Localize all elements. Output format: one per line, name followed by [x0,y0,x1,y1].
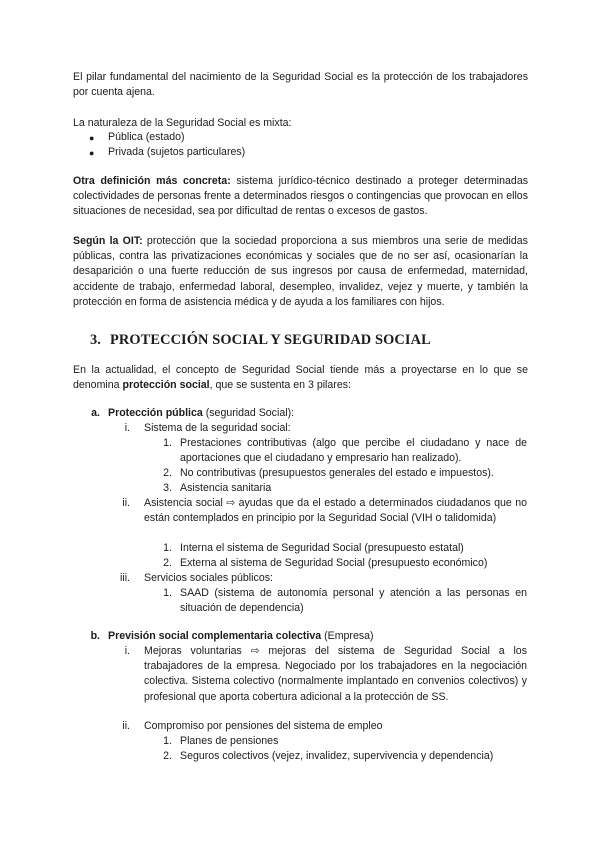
pilar-a-item-3-text: Servicios sociales públicos: [144,572,273,584]
pilar-b-heading [108,629,374,644]
pilar-b-item-2-sub-2-marker: 2. [163,750,172,762]
pilar-a-item-3-marker: iii. [119,572,130,584]
pilar-a-item-1-sub-2-marker: 2. [163,467,172,479]
pilar-b-item-2-sub-1-text: Planes de pensiones [180,735,279,747]
section-intro-after: , que se sustenta en 3 pilares: [209,379,351,392]
section-intro-paragraph [73,363,528,393]
pilar-a-item-1-sub-3-marker: 3. [163,482,172,494]
pilar-a-item-2-text: Asistencia social ⇨ ayudas que da el estado a determinados ciudadanos que no están contemplados en principio por la Seguridad Social (VIH o talidomida) [144,497,527,525]
pilar-b-subtitle: (Empresa) [321,630,374,642]
pilar-a-item-2-sub-2-marker: 2. [163,557,172,569]
section-number: 3. [90,332,101,348]
segun-oit-paragraph [73,234,528,310]
segun-oit-label: Según la OIT: [73,235,143,247]
pilar-b-title: Previsión social complementaria colectiva [108,630,322,642]
pilar-a-item-2-sub-2-text: Externa al sistema de Seguridad Social (presupuesto económico) [180,557,488,569]
pilar-a-title: Protección pública [108,407,203,419]
pilar-b-item-1-marker: i. [124,645,130,657]
pilar-a-item-2-marker: ii. [122,497,130,509]
pilar-a-subtitle: (seguridad Social): [202,407,295,419]
section-intro-before: En la actualidad, el concepto de Seguridad Social tiende más a proyectarse en lo que se denomina [73,364,528,392]
pilar-a-item-1-sub-1-marker: 1. [163,437,172,449]
otra-definicion-paragraph [73,174,528,220]
section-intro-bold: protección social [122,379,210,392]
otra-definicion-text: sistema jurídico-técnico destinado a proteger determinadas colectividades de personas frente a determinados riesgos o contingencias que provocan en ellos situaciones de necesidad, sea por dificultad de rentas o excesos de gastos. [73,175,529,218]
pilar-a-item-3-sub-1-text: SAAD (sistema de autonomía personal y atención a las personas en situación de dependencia) [180,587,527,615]
naturaleza-item-privada: Privada (sujetos particulares) [108,146,246,158]
pilar-b-item-2-sub-2-text: Seguros colectivos (vejez, invalidez, supervivencia y dependencia) [180,750,494,762]
naturaleza-item-publica: Pública (estado) [108,131,185,143]
pilar-a-item-1-sub-2-text: No contributivas (presupuestos generales del estado e impuestos). [180,467,494,479]
pilar-a-item-1-sub-3-text: Asistencia sanitaria [180,482,272,494]
pilar-a-item-2-sub-1-marker: 1. [163,542,172,554]
pilar-a-item-1-text: Sistema de la seguridad social: [144,422,291,434]
pilar-b-item-2-marker: ii. [122,720,130,732]
pilar-b-item-2-sub-1-marker: 1. [163,735,172,747]
section-heading [90,332,431,349]
pilar-b-marker: b. [90,630,100,642]
section-title: PROTECCIÓN SOCIAL Y SEGURIDAD SOCIAL [110,332,431,348]
intro-paragraph: El pilar fundamental del nacimiento de la Seguridad Social es la protección de los trabajadores por cuenta ajena. [73,71,528,99]
bullet-icon: ● [89,133,95,143]
naturaleza-lead: La naturaleza de la Seguridad Social es mixta: [73,117,292,129]
segun-oit-text: protección que la sociedad proporciona a sus miembros una serie de medidas públicas, contra las privatizaciones económicas y sociales que de no ser así, ocasionarían la desaparición o una fuerte reducción de sus ingresos por causa de enfermedad, maternidad, accidente de trabajo, enfermedad laboral, desempleo, invalidez, vejez y muerte, y también la protección en forma de asistencia médica y de ayuda a los familiares con hijos. [73,235,528,308]
pilar-a-heading [108,406,294,421]
pilar-a-item-1-sub-1-text: Prestaciones contributivas (algo que percibe el ciudadano y nace de aportaciones que el ciudadano y empresario han realizado). [180,437,527,465]
pilar-a-item-2-sub-1-text: Interna el sistema de Seguridad Social (presupuesto estatal) [180,542,464,554]
pilar-b-item-2-text: Compromiso por pensiones del sistema de empleo [144,720,383,732]
pilar-b-item-1-text: Mejoras voluntarias ⇨ mejoras del sistema de Seguridad Social a los trabajadores de la empresa. Negociado por los trabajadores en la negociación colectiva. Sistema colectivo (normalmente implantado en convenios colectivos) y profesional que aporta cobertura adicional a la protección de SS. [144,645,527,703]
pilar-a-item-1-marker: i. [124,422,130,434]
otra-definicion-label: Otra definición más concreta: [73,175,231,187]
pilar-a-item-3-sub-1-marker: 1. [163,587,172,599]
pilar-a-marker: a. [91,407,100,419]
bullet-icon: ● [89,148,95,158]
